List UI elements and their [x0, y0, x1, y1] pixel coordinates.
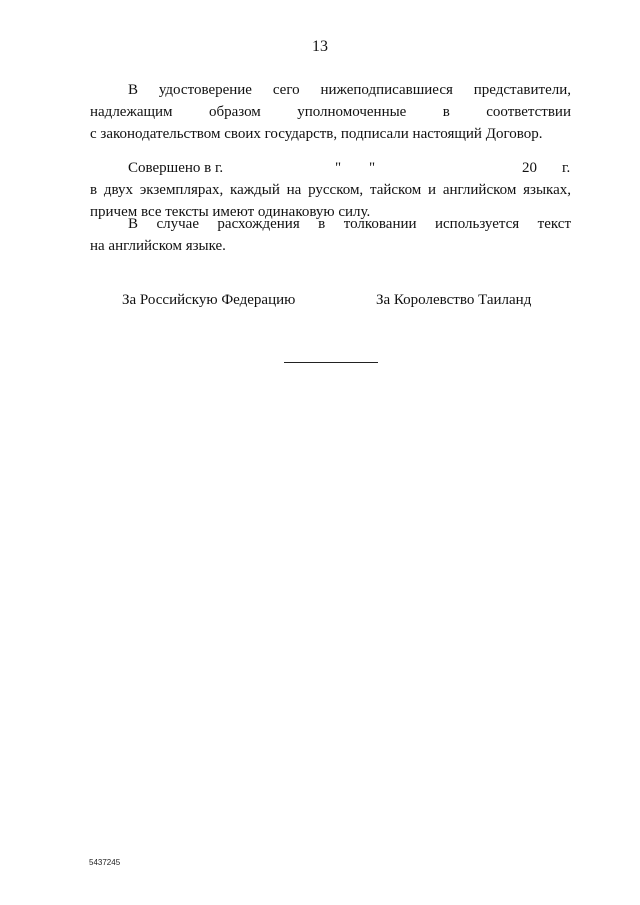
done-at-prefix: Совершено в г. — [128, 160, 224, 176]
signatory-thailand: За Королевство Таиланд — [376, 292, 532, 308]
discrepancy-line-2: на английском языке. — [90, 238, 226, 254]
witness-line-1: В удостоверение сего нижеподписавшиеся представители, — [128, 82, 571, 98]
year-prefix: 20 — [522, 160, 537, 176]
page-number: 13 — [312, 38, 328, 55]
done-line-2: в двух экземплярах, каждый на русском, тайском и английском языках, — [90, 182, 571, 198]
witness-line-3: с законодательством своих государств, подписали настоящий Договор. — [90, 126, 543, 142]
done-line-3: причем все тексты имеют одинаковую силу. — [90, 204, 371, 220]
signatory-russia: За Российскую Федерацию — [122, 292, 296, 308]
date-quote-open: " — [335, 160, 342, 176]
year-suffix: г. — [562, 160, 571, 176]
document-code: 5437245 — [89, 858, 121, 867]
discrepancy-line-1: В случае расхождения в толковании используется текст — [128, 216, 571, 232]
witness-paragraph — [90, 79, 571, 145]
date-quote-close: " — [369, 160, 376, 176]
discrepancy-paragraph — [90, 213, 571, 257]
witness-line-2: надлежащим образом уполномоченные в соответствии — [90, 104, 571, 120]
end-rule — [284, 362, 378, 363]
done-at-line — [90, 157, 571, 179]
